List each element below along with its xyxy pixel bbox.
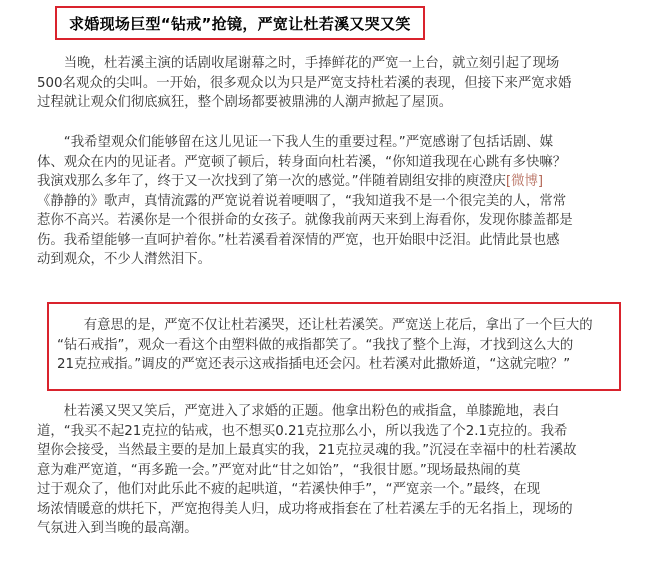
text-line: 伤。我希望能够一直呵护着你。”杜若溪看着深情的严宽，也开始眼中泛泪。此情此景也感 (37, 232, 560, 248)
headline: 求婚现场巨型“钻戒”抢镜，严宽让杜若溪又哭又笑 (69, 14, 411, 33)
text-line: “钻石戒指”，观众一看这个由塑料做的戒指都笑了。“我找了整个上海，才找到这么大的 (57, 337, 574, 353)
text-line: 道，“我买不起21克拉的钻戒，也不想买0.21克拉那么小，所以我选了个2.1克拉的。我希 (37, 423, 568, 439)
text-line: “我希望观众们能够留在这儿见证一下我人生的重要过程。”严宽感谢了包括话剧、媒 (37, 135, 554, 150)
text-line-with-link (37, 172, 622, 192)
paragraph-1 (37, 54, 622, 113)
text-line: 当晚，杜若溪主演的话剧收尾谢幕之时，手捧鲜花的严宽一上台，就立刻引起了现场 (37, 56, 560, 71)
text-line: 《静静的》歌声，真情流露的严宽说着说着哽咽了，“我知道我不是一个很完美的人，常常 (37, 193, 567, 209)
text-line: 过于观众了，他们对此乐此不疲的起哄道，“若溪快伸手”，“严宽亲一个。”最终，在现 (37, 482, 541, 497)
text-line: 意为难严宽道，“再多跪一会。”严宽对此“甘之如饴”，“我很甘愿。”现场最热闹的莫 (37, 462, 521, 478)
text-line: 有意思的是，严宽不仅让杜若溪哭，还让杜若溪笑。严宽送上花后，拿出了一个巨大的 (57, 318, 593, 333)
paragraph-3-highlighted (57, 316, 617, 375)
weibo-link[interactable]: [微博] (505, 174, 544, 189)
paragraph-2 (37, 133, 622, 270)
text-line: 望你会接受，当然最主要的是加上最真实的我，21克拉灵魂的我。”沉浸在幸福中的杜若溪故 (37, 443, 577, 458)
text-line: 场浓情暖意的烘托下，严宽抱得美人归，成功将戒指套在了杜若溪左手的无名指上，现场的 (37, 501, 573, 517)
text-line: 500名观众的尖叫。一开始，很多观众以为只是严宽支持杜若溪的表现，但接下来严宽求婚 (37, 75, 572, 91)
text-line: 体、观众在内的见证者。严宽顿了顿后，转身面向杜若溪，“你知道我现在心跳有多快嘛？ (37, 154, 567, 170)
text-line: 杜若溪又哭又笑后，严宽进入了求婚的正题。他拿出粉色的戒指盒，单膝跪地，表白 (37, 404, 560, 419)
text-line: 惹你不高兴。若溪你是一个很拼命的女孩子。就像我前两天来到上海看你，发现你膝盖都是 (37, 213, 573, 228)
text-line: 过程就让观众们彻底疯狂，整个剧场都要被鼎沸的人潮声掀起了屋顶。 (37, 95, 453, 110)
text-segment: 我演戏那么多年了，终于又一次找到了第一次的感觉。”伴随着剧组安排的庾澄庆 (37, 174, 506, 189)
text-line: 气氛进入到当晚的最高潮。 (37, 521, 198, 536)
paragraph-4 (37, 402, 622, 539)
headline-box (55, 6, 425, 40)
text-line: 动到观众，不少人潸然泪下。 (37, 252, 212, 267)
text-line: 21克拉戒指。”调皮的严宽还表示这戒指插电还会闪。杜若溪对此撒娇道，“这就完啦？” (57, 357, 571, 372)
